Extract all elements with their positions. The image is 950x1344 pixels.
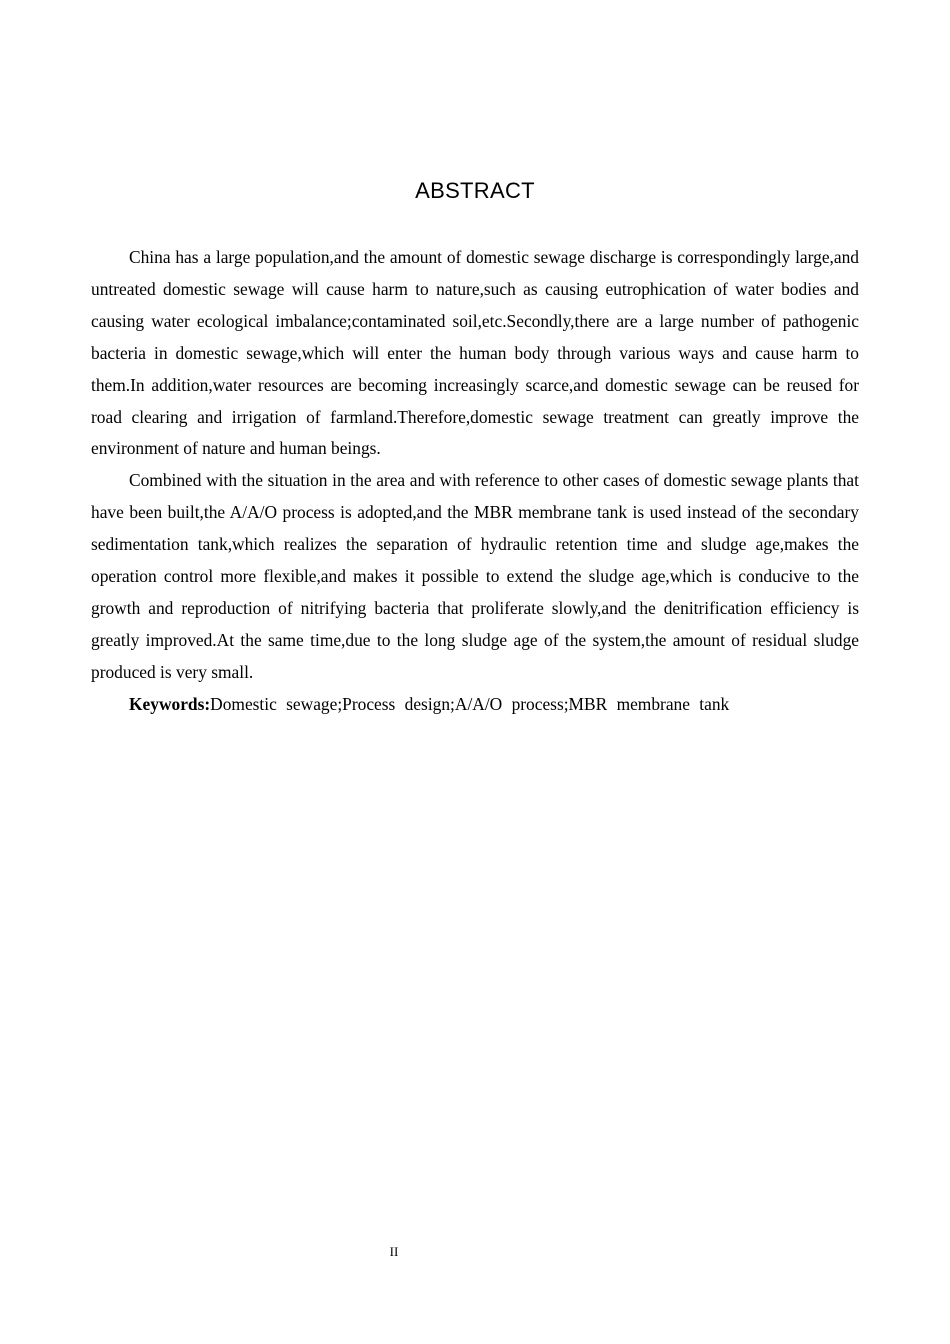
abstract-title: ABSTRACT	[415, 178, 535, 203]
abstract-paragraph-1: China has a large population,and the amount of domestic sewage discharge is correspondingly large,and untreated domestic sewage will cause harm to nature,such as causing eutrophication of water bodies and causing water ecological imbalance;contaminated soil,etc.Secondly,there are a large number of pathogenic bacteria in domestic sewage,which will enter the human body through various ways and cause harm to them.In addition,water resources are becoming increasingly scarce,and domestic sewage can be reused for road clearing and irrigation of farmland.Therefore,domestic sewage treatment can greatly improve the environment of nature and human beings.	[91, 247, 859, 459]
page-number: II	[389, 1244, 399, 1259]
abstract-paragraph-2: Combined with the situation in the area and with reference to other cases of domestic sewage plants that have been built,the A/A/O process is adopted,and the MBR membrane tank is used instead of the secondary sedimentation tank,which realizes the separation of hydraulic retention time and sludge age,makes the operation control more flexible,and makes it possible to extend the sludge age,which is conducive to the growth and reproduction of nitrifying bacteria that proliferate slowly,and the denitrification efficiency is greatly improved.At the same time,due to the long sludge age of the system,the amount of residual sludge produced is very small.	[91, 470, 859, 682]
keywords-text: Domestic sewage;Process design;A/A/O process;MBR membrane tank	[210, 693, 730, 714]
keywords-label: Keywords:	[129, 693, 211, 714]
abstract-body	[91, 242, 859, 721]
keywords-line	[91, 689, 859, 721]
